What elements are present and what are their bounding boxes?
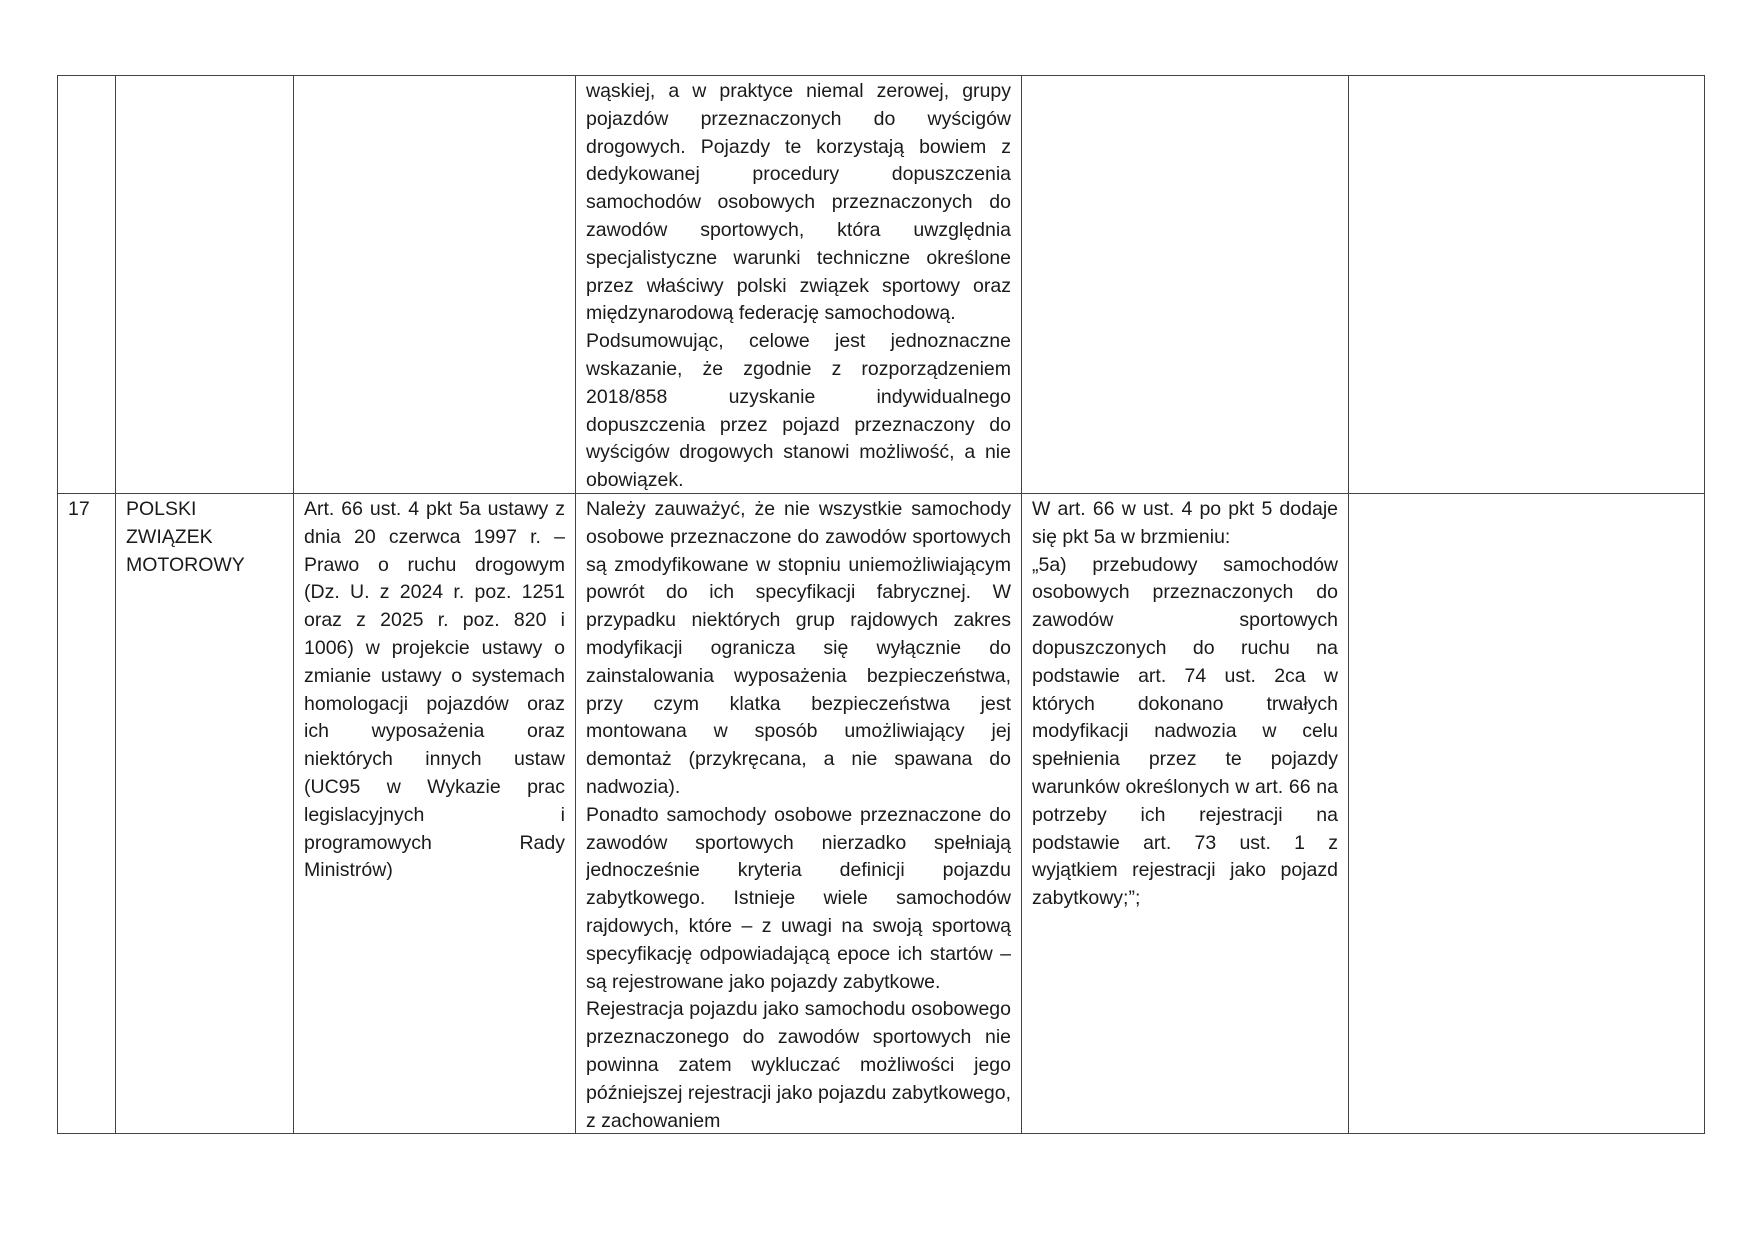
comment-paragraph: Ponadto samochody osobowe przeznaczone do zawodów sportowych nierzadko spełniają jednocześnie kryteria definicji pojazdu zabytkowego. Istnieje wiele samochodów rajdowych, które – z uwagi na swoją sportową specyfikację odpowiadającą epoce ich startów – są rejestrowane jako pojazdy zabytkowe. [586, 803, 1011, 993]
row-number-cell [58, 494, 116, 1134]
proposal-paragraph: W art. 66 w ust. 4 po pkt 5 dodaje się pkt 5a w brzmieniu: [1032, 498, 1338, 548]
comment-paragraph: Podsumowując, celowe jest jednoznaczne wskazanie, że zgodnie z rozporządzeniem 2018/858 uzyskanie indywidualnego dopuszczenia przez pojazd przeznaczony do wyścigów drogowych stanowi możliwość, a nie obowiązek. [586, 330, 1011, 492]
submitter-cell [116, 494, 294, 1134]
provision-cell [294, 76, 576, 494]
comments-table [57, 75, 1705, 1134]
table-row [58, 76, 1705, 494]
submitter-cell [116, 76, 294, 494]
comment-paragraph: Należy zauważyć, że nie wszystkie samochody osobowe przeznaczone do zawodów sportowych są zmodyfikowane w stopniu uniemożliwiającym powrót do ich specyfikacji fabrycznej. W przypadku niektórych grup rajdowych zakres modyfikacji ogranicza się wyłącznie do zainstalowania wyposażenia bezpieczeństwa, przy czym klatka bezpieczeństwa jest montowana w sposób umożliwiający jej demontaż (przykręcana, a nie spawana do nadwozia). [586, 498, 1011, 798]
comment-paragraph: Rejestracja pojazdu jako samochodu osobowego przeznaczonego do zawodów sportowych nie powinna zatem wykluczać możliwości jego późniejszej rejestracji jako pojazdu zabytkowego, z zachowaniem [586, 998, 1011, 1132]
proposal-cell [1022, 76, 1349, 494]
submitter-name: POLSKI ZWIĄZEK MOTOROWY [126, 498, 245, 576]
row-number-cell [58, 76, 116, 494]
proposal-cell [1022, 494, 1349, 1134]
proposal-paragraph: „5a) przebudowy samochodów osobowych przeznaczonych do zawodów sportowych dopuszczonych do ruchu na podstawie art. 74 ust. 2ca w których dokonano trwałych modyfikacji nadwozia w celu spełnienia przez te pojazdy warunków określonych w art. 66 na potrzeby ich rejestracji na podstawie art. 73 ust. 1 z wyjątkiem rejestracji jako pojazd zabytkowy;”; [1032, 553, 1338, 910]
comment-cell [576, 494, 1022, 1134]
row-number: 17 [68, 498, 90, 520]
provision-cell [294, 494, 576, 1134]
comment-cell [576, 76, 1022, 494]
table-row [58, 494, 1705, 1134]
response-cell [1349, 494, 1705, 1134]
provision-text: Art. 66 ust. 4 pkt 5a ustawy z dnia 20 czerwca 1997 r. – Prawo o ruchu drogowym (Dz. U. z 2024 r. poz. 1251 oraz z 2025 r. poz. 820 i 1006) w projekcie ustawy o zmianie ustawy o systemach homologacji pojazdów oraz ich wyposażenia oraz niektórych innych ustaw (UC95 w Wykazie prac legislacyjnych i programowych Rady Ministrów) [304, 498, 565, 882]
response-cell [1349, 76, 1705, 494]
comment-paragraph: wąskiej, a w praktyce niemal zerowej, grupy pojazdów przeznaczonych do wyścigów drogowych. Pojazdy te korzystają bowiem z dedykowanej procedury dopuszczenia samochodów osobowych przeznaczonych do zawodów sportowych, która uwzględnia specjalistyczne warunki techniczne określone przez właściwy polski związek sportowy oraz międzynarodową federację samochodową. [586, 80, 1011, 325]
